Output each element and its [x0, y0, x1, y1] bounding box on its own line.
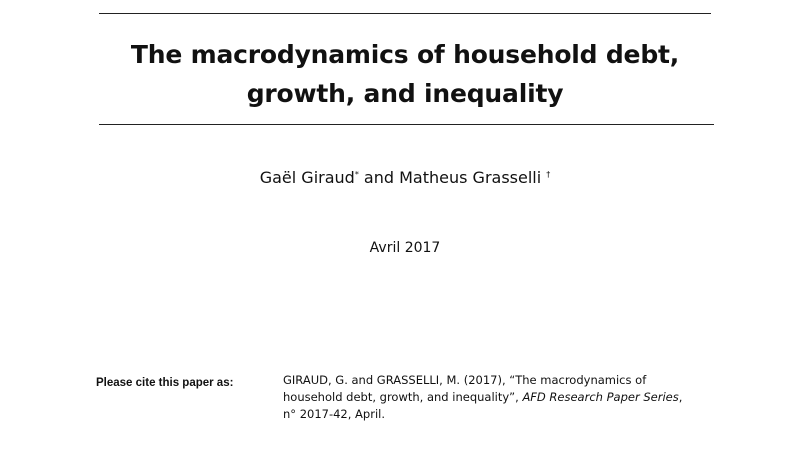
citation-line-1: GIRAUD, G. and GRASSELLI, M. (2017), “The macrodynamics of: [283, 373, 647, 387]
title-line-2: growth, and inequality: [246, 79, 564, 108]
top-rule: [99, 13, 711, 14]
citation-line-2: [283, 389, 723, 406]
author-name-2: Matheus Grasselli: [399, 168, 547, 187]
title-line-1: The macrodynamics of household debt,: [130, 40, 680, 69]
author-line: [99, 168, 711, 188]
citation-text: [283, 372, 723, 423]
author-footnote-mark-1: *: [354, 170, 359, 179]
citation-line-3: n° 2017-42, April.: [283, 407, 385, 421]
author-name-1: Gaël Giraud: [259, 168, 355, 187]
citation-line-2-end: ,: [678, 390, 683, 404]
citation-line-2-text: household debt, growth, and inequality”,: [283, 390, 523, 404]
citation-label: Please cite this paper as:: [96, 377, 234, 389]
author-connector: and: [358, 168, 400, 187]
bottom-rule: [99, 124, 714, 125]
citation-series-name: AFD Research Paper Series: [522, 390, 679, 404]
publication-date: Avril 2017: [369, 240, 441, 256]
author-footnote-mark-2: †: [546, 170, 551, 179]
paper-title: [99, 35, 711, 113]
